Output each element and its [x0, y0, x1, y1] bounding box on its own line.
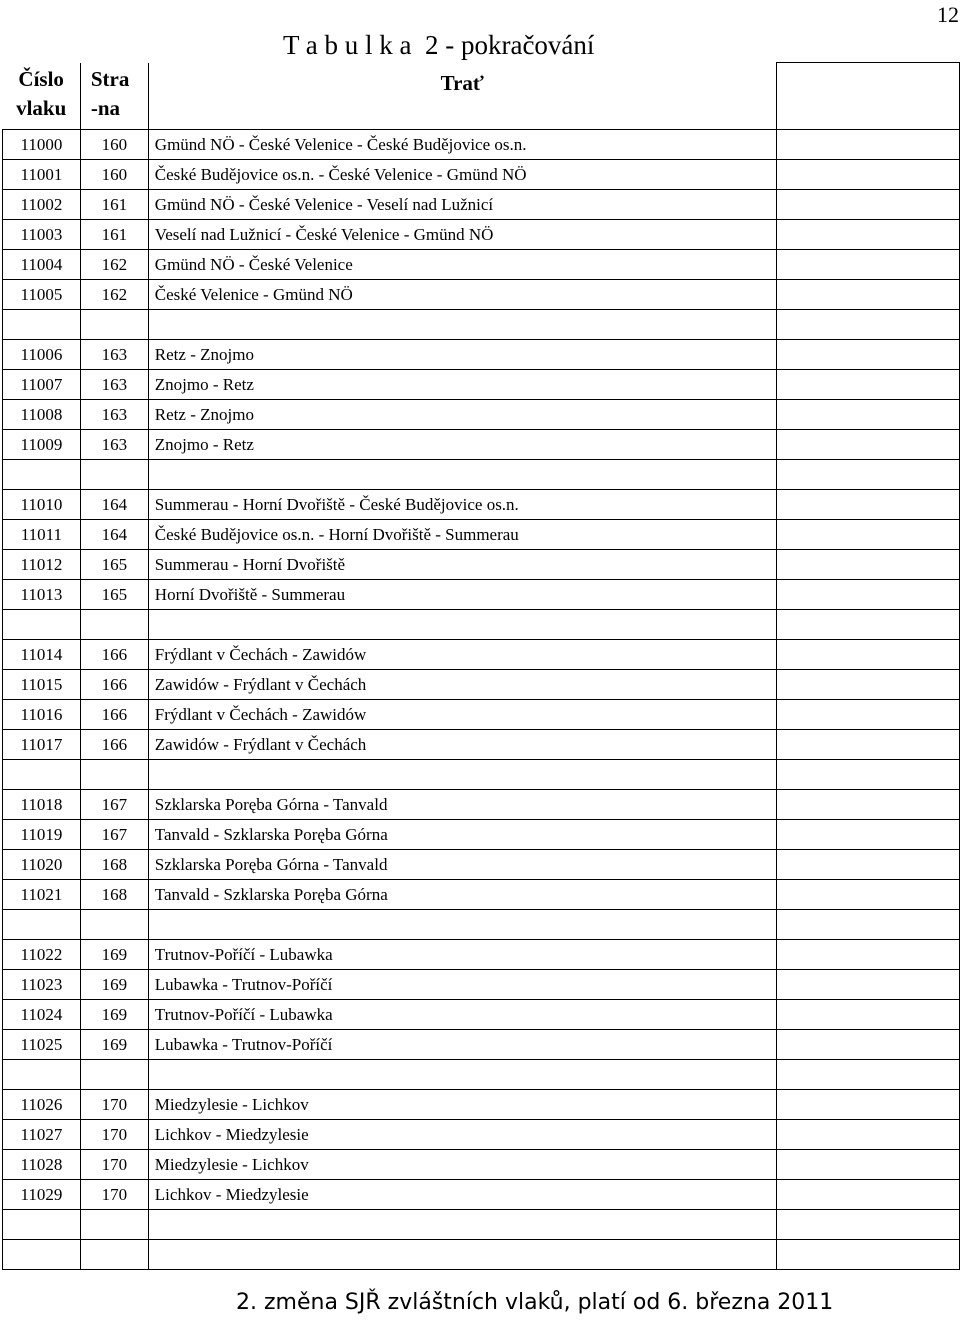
train-number-cell: [3, 1059, 81, 1089]
table-row: [3, 189, 960, 219]
section-header-line1: Stra: [90, 66, 130, 91]
extra-cell: [776, 1149, 959, 1179]
table-row: [3, 549, 960, 579]
section-cell: 161: [80, 219, 148, 249]
extra-cell: [776, 1179, 959, 1209]
section-cell: [80, 759, 148, 789]
table-row: [3, 249, 960, 279]
section-cell: [80, 1209, 148, 1239]
section-cell: [80, 1239, 148, 1269]
table-row: [3, 969, 960, 999]
route-header-label: Trať: [440, 70, 484, 95]
route-cell: České Velenice - Gmünd NÖ: [148, 279, 776, 309]
extra-cell: [776, 1239, 959, 1269]
spacer-row: [3, 609, 960, 639]
route-cell: Summerau - Horní Dvořiště: [148, 549, 776, 579]
table-row: [3, 879, 960, 909]
route-cell: [148, 1239, 776, 1269]
route-cell: Frýdlant v Čechách - Zawidów: [148, 639, 776, 669]
section-cell: 166: [80, 729, 148, 759]
route-cell: České Budějovice os.n. - Horní Dvořiště - Summerau: [148, 519, 776, 549]
section-cell: 168: [80, 879, 148, 909]
section-cell: 166: [80, 669, 148, 699]
table-row: [3, 699, 960, 729]
train-number-cell: 11007: [3, 369, 81, 399]
route-cell: Trutnov-Poříčí - Lubawka: [148, 999, 776, 1029]
section-cell: [80, 909, 148, 939]
table-row: [3, 1149, 960, 1179]
table-row: [3, 849, 960, 879]
train-number-cell: 11011: [3, 519, 81, 549]
section-cell: 169: [80, 939, 148, 969]
section-cell: 167: [80, 789, 148, 819]
extra-cell: [776, 849, 959, 879]
train-number-cell: 11017: [3, 729, 81, 759]
table-row: [3, 1029, 960, 1059]
table-row: [3, 429, 960, 459]
extra-cell: [776, 429, 959, 459]
extra-cell: [776, 789, 959, 819]
table-body: [3, 129, 960, 1269]
section-cell: [80, 459, 148, 489]
extra-cell: [776, 249, 959, 279]
extra-cell: [776, 399, 959, 429]
section-cell: 163: [80, 369, 148, 399]
train-number-cell: 11001: [3, 159, 81, 189]
train-number-cell: 11009: [3, 429, 81, 459]
section-cell: 168: [80, 849, 148, 879]
extra-cell: [776, 759, 959, 789]
train-number-cell: [3, 759, 81, 789]
section-cell: 163: [80, 429, 148, 459]
extra-cell: [776, 549, 959, 579]
table-row: [3, 819, 960, 849]
spacer-row: [3, 1209, 960, 1239]
section-cell: 165: [80, 549, 148, 579]
table-row: [3, 1089, 960, 1119]
extra-cell: [776, 1119, 959, 1149]
extra-cell: [776, 159, 959, 189]
section-cell: 170: [80, 1119, 148, 1149]
table-row: [3, 129, 960, 159]
train-number-cell: 11028: [3, 1149, 81, 1179]
extra-cell: [776, 969, 959, 999]
section-cell: 163: [80, 339, 148, 369]
route-cell: Lichkov - Miedzylesie: [148, 1179, 776, 1209]
extra-cell: [776, 879, 959, 909]
extra-cell: [776, 1029, 959, 1059]
extra-cell: [776, 129, 959, 159]
route-cell: Retz - Znojmo: [148, 339, 776, 369]
section-cell: 162: [80, 279, 148, 309]
train-number-cell: 11021: [3, 879, 81, 909]
train-number-cell: [3, 609, 81, 639]
route-cell: České Budějovice os.n. - České Velenice - Gmünd NÖ: [148, 159, 776, 189]
route-cell: [148, 1209, 776, 1239]
train-number-cell: 11012: [3, 549, 81, 579]
route-cell: Szklarska Poręba Górna - Tanvald: [148, 849, 776, 879]
extra-cell: [776, 459, 959, 489]
train-number-cell: [3, 459, 81, 489]
train-number-cell: 11023: [3, 969, 81, 999]
route-cell: [148, 759, 776, 789]
spacer-row: [3, 1239, 960, 1269]
section-cell: 160: [80, 129, 148, 159]
train-number-cell: 11003: [3, 219, 81, 249]
section-cell: 170: [80, 1179, 148, 1209]
route-cell: [148, 309, 776, 339]
train-number-cell: 11013: [3, 579, 81, 609]
train-number-cell: 11029: [3, 1179, 81, 1209]
train-number-cell: [3, 1239, 81, 1269]
route-cell: Trutnov-Poříčí - Lubawka: [148, 939, 776, 969]
train-table: [2, 62, 960, 1270]
table-row: [3, 489, 960, 519]
section-header: [80, 63, 148, 130]
route-cell: Miedzylesie - Lichkov: [148, 1149, 776, 1179]
route-cell: Gmünd NÖ - České Velenice - Veselí nad Lužnicí: [148, 189, 776, 219]
table-row: [3, 369, 960, 399]
train-number-cell: 11008: [3, 399, 81, 429]
route-cell: Znojmo - Retz: [148, 429, 776, 459]
table-row: [3, 939, 960, 969]
train-number-cell: 11002: [3, 189, 81, 219]
route-cell: Tanvald - Szklarska Poręba Górna: [148, 879, 776, 909]
extra-cell: [776, 639, 959, 669]
route-cell: Znojmo - Retz: [148, 369, 776, 399]
train-number-cell: 11019: [3, 819, 81, 849]
train-number-cell: 11000: [3, 129, 81, 159]
section-cell: 170: [80, 1089, 148, 1119]
extra-cell: [776, 369, 959, 399]
train-number-cell: 11018: [3, 789, 81, 819]
route-cell: Gmünd NÖ - České Velenice: [148, 249, 776, 279]
table-row: [3, 789, 960, 819]
route-cell: [148, 909, 776, 939]
section-cell: 164: [80, 489, 148, 519]
table-row: [3, 159, 960, 189]
extra-cell: [776, 189, 959, 219]
table-row: [3, 219, 960, 249]
table-row: [3, 1179, 960, 1209]
route-cell: Lubawka - Trutnov-Poříčí: [148, 969, 776, 999]
section-cell: 160: [80, 159, 148, 189]
page-title: T a b u l k a 2 - pokračování: [283, 30, 595, 60]
extra-cell: [776, 219, 959, 249]
train-number-cell: 11015: [3, 669, 81, 699]
section-cell: 166: [80, 639, 148, 669]
route-cell: Veselí nad Lužnicí - České Velenice - Gmünd NÖ: [148, 219, 776, 249]
route-cell: Miedzylesie - Lichkov: [148, 1089, 776, 1119]
extra-cell: [776, 1089, 959, 1119]
train-number-cell: 11024: [3, 999, 81, 1029]
route-cell: Lubawka - Trutnov-Poříčí: [148, 1029, 776, 1059]
extra-cell: [776, 1059, 959, 1089]
table-row: [3, 399, 960, 429]
table-header-row: [3, 63, 960, 130]
train-number-cell: 11006: [3, 339, 81, 369]
spacer-row: [3, 309, 960, 339]
train-number-cell: 11026: [3, 1089, 81, 1119]
extra-cell: [776, 609, 959, 639]
section-cell: 167: [80, 819, 148, 849]
train-number-cell: 11005: [3, 279, 81, 309]
extra-cell: [776, 699, 959, 729]
table-row: [3, 579, 960, 609]
section-cell: [80, 1059, 148, 1089]
extra-cell: [776, 999, 959, 1029]
table-row: [3, 339, 960, 369]
table-row: [3, 519, 960, 549]
train-number-cell: [3, 909, 81, 939]
extra-cell: [776, 819, 959, 849]
section-cell: 163: [80, 399, 148, 429]
spacer-row: [3, 909, 960, 939]
extra-cell: [776, 939, 959, 969]
extra-cell: [776, 309, 959, 339]
route-cell: Summerau - Horní Dvořiště - České Budějovice os.n.: [148, 489, 776, 519]
section-cell: 161: [80, 189, 148, 219]
train-number-header: [3, 63, 81, 130]
section-cell: 170: [80, 1149, 148, 1179]
extra-cell: [776, 519, 959, 549]
train-number-header-line1: Číslo: [18, 66, 64, 91]
route-cell: Zawidów - Frýdlant v Čechách: [148, 729, 776, 759]
section-cell: [80, 609, 148, 639]
extra-cell: [776, 339, 959, 369]
extra-cell: [776, 909, 959, 939]
route-header: [148, 63, 776, 130]
table-row: [3, 999, 960, 1029]
spacer-row: [3, 1059, 960, 1089]
page-number: 12: [937, 2, 959, 27]
route-cell: Lichkov - Miedzylesie: [148, 1119, 776, 1149]
train-number-cell: [3, 309, 81, 339]
route-cell: Gmünd NÖ - České Velenice - České Budějovice os.n.: [148, 129, 776, 159]
extra-cell: [776, 279, 959, 309]
table-row: [3, 279, 960, 309]
route-cell: [148, 609, 776, 639]
section-cell: 166: [80, 699, 148, 729]
route-cell: Retz - Znojmo: [148, 399, 776, 429]
section-cell: 164: [80, 519, 148, 549]
train-number-cell: 11014: [3, 639, 81, 669]
route-cell: Szklarska Poręba Górna - Tanvald: [148, 789, 776, 819]
train-number-cell: 11004: [3, 249, 81, 279]
section-cell: 169: [80, 1029, 148, 1059]
table-row: [3, 729, 960, 759]
route-cell: Horní Dvořiště - Summerau: [148, 579, 776, 609]
spacer-row: [3, 459, 960, 489]
extra-column-header: [776, 63, 959, 130]
extra-cell: [776, 489, 959, 519]
extra-cell: [776, 729, 959, 759]
train-number-cell: 11027: [3, 1119, 81, 1149]
train-number-cell: 11025: [3, 1029, 81, 1059]
route-cell: Zawidów - Frýdlant v Čechách: [148, 669, 776, 699]
train-number-cell: 11016: [3, 699, 81, 729]
extra-cell: [776, 669, 959, 699]
section-cell: 169: [80, 999, 148, 1029]
train-number-header-line2: vlaku: [16, 95, 67, 120]
route-cell: [148, 1059, 776, 1089]
train-number-cell: 11022: [3, 939, 81, 969]
section-header-line2: -na: [90, 95, 121, 120]
footer-note: 2. změna SJŘ zvláštních vlaků, platí od 6. března 2011: [236, 1290, 834, 1315]
train-number-cell: 11010: [3, 489, 81, 519]
extra-cell: [776, 579, 959, 609]
route-cell: Frýdlant v Čechách - Zawidów: [148, 699, 776, 729]
section-cell: 165: [80, 579, 148, 609]
route-cell: [148, 459, 776, 489]
spacer-row: [3, 759, 960, 789]
train-number-cell: 11020: [3, 849, 81, 879]
section-cell: 169: [80, 969, 148, 999]
train-number-cell: [3, 1209, 81, 1239]
table-row: [3, 669, 960, 699]
extra-cell: [776, 1209, 959, 1239]
section-cell: [80, 309, 148, 339]
section-cell: 162: [80, 249, 148, 279]
table-row: [3, 639, 960, 669]
route-cell: Tanvald - Szklarska Poręba Górna: [148, 819, 776, 849]
table-row: [3, 1119, 960, 1149]
